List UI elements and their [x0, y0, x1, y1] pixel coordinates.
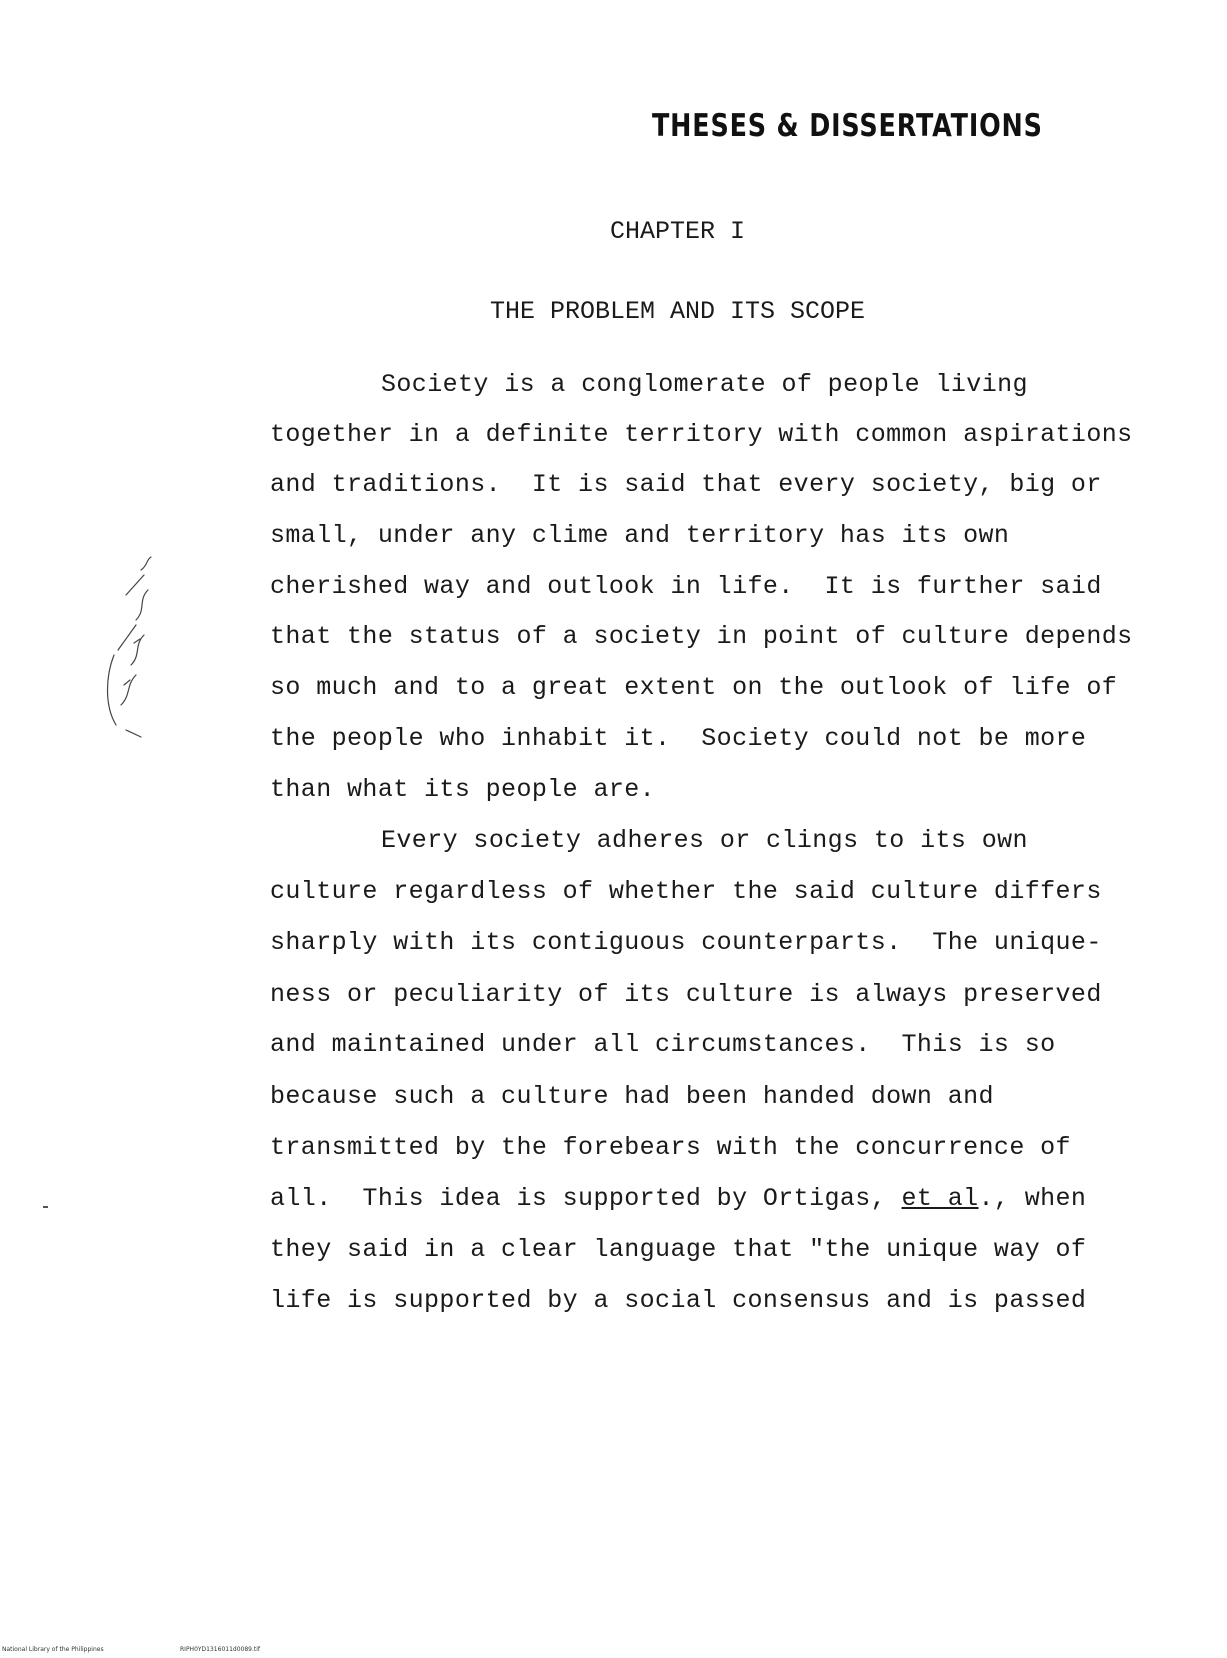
- footer-library-name: National Library of the Philippines: [2, 1646, 104, 1653]
- text-line: ness or peculiarity of its culture is always preserved: [270, 980, 1102, 1009]
- text-line: so much and to a great extent on the outlook of life of: [270, 673, 1118, 702]
- text-line: than what its people are.: [270, 775, 656, 804]
- text-line: and traditions. It is said that every society, big or: [270, 470, 1102, 499]
- text-line: culture regardless of whether the said culture differs: [270, 877, 1102, 906]
- text-line: and maintained under all circumstances. This is so: [270, 1030, 1056, 1059]
- text-line: transmitted by the forebears with the concurrence of: [270, 1133, 1071, 1162]
- text-line: cherished way and outlook in life. It is further said: [270, 572, 1102, 601]
- text-line: the people who inhabit it. Society could not be more: [270, 724, 1087, 753]
- text-line: life is supported by a social consensus and is passed: [270, 1286, 1087, 1315]
- scan-mark: [43, 1206, 48, 1208]
- text-segment: ., when: [978, 1184, 1087, 1213]
- text-line: together in a definite territory with common aspirations: [270, 420, 1133, 449]
- text-line: they said in a clear language that "the unique way of: [270, 1235, 1087, 1264]
- text-line: because such a culture had been handed down and: [270, 1082, 994, 1111]
- et-al-underlined: et al: [901, 1184, 979, 1213]
- footer-file-name: RIPH0YD1316011d0089.tif: [180, 1646, 261, 1653]
- chapter-title: THE PROBLEM AND ITS SCOPE: [489, 297, 866, 326]
- text-line: that the status of a society in point of culture depends: [270, 622, 1133, 651]
- chapter-label: CHAPTER I: [609, 217, 746, 246]
- handwritten-margin-mark: [96, 555, 156, 745]
- text-line: Society is a conglomerate of people living: [381, 370, 1028, 399]
- text-line: sharply with its contiguous counterparts. The unique-: [270, 928, 1102, 957]
- text-line: small, under any clime and territory has its own: [270, 521, 1010, 550]
- text-line-citation: [270, 1184, 1086, 1213]
- theses-dissertations-stamp: THESES & DISSERTATIONS: [652, 108, 1043, 144]
- text-line: Every society adheres or clings to its own: [381, 826, 1028, 855]
- text-segment: all. This idea is supported by Ortigas,: [270, 1184, 902, 1213]
